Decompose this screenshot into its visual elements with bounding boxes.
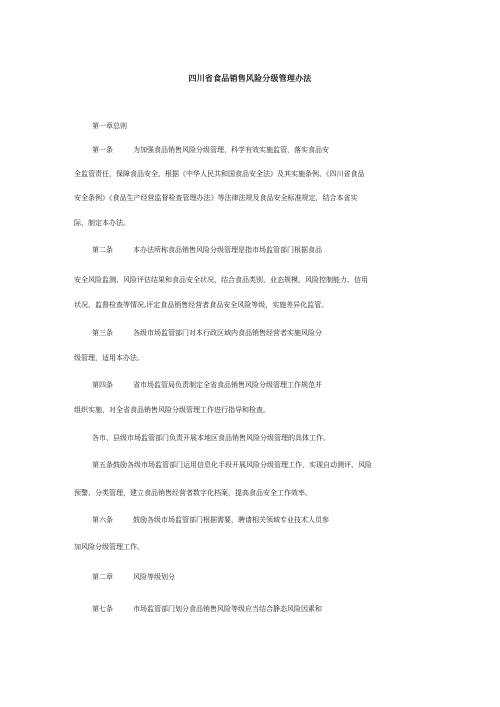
article-5-line-1: 第五条鼓励各级市场监管部门运用信息化手段开展风险分级管理工作，实现自动测评、风险 (92, 461, 372, 469)
article-4-line-2: 组织实施，对全省食品销售风险分级管理工作进行指导和检查。 (74, 406, 270, 414)
article-1-line-4: 际，制定本办法。 (74, 219, 130, 227)
article-2-label: 第二条 (92, 246, 113, 254)
article-6-text: 鼓励各级市场监管部门根据需要，聘请相关领域专业技术人员参 (133, 516, 329, 524)
chapter-2-heading (92, 573, 175, 582)
article-3-label: 第三条 (92, 329, 113, 337)
article-3-line-1 (92, 329, 322, 338)
article-7-line-1 (92, 605, 322, 614)
chapter-2-title: 风险等级划分 (133, 573, 175, 581)
article-1-text: 为加强食品销售风险分级管理，科学有效实施监管，落实食品安 (133, 146, 329, 154)
article-1-line-1 (92, 146, 329, 155)
article-2-line-1 (92, 246, 322, 255)
article-2-text: 本办法所称食品销售风险分级管理是指市场监管部门根据食品 (133, 246, 322, 254)
article-4-line-3: 各市、县级市场监管部门负责开展本地区食品销售风险分级管理的具体工作。 (92, 434, 330, 442)
article-4-line-1 (92, 381, 322, 390)
article-7-text: 市场监管部门划分食品销售风险等级应当结合静态风险因素和 (133, 605, 322, 613)
chapter-2-label: 第二章 (92, 573, 113, 581)
article-1-label: 第一条 (92, 146, 113, 154)
article-3-line-2: 级管理，适用本办法。 (74, 354, 144, 362)
article-4-label: 第四条 (92, 381, 113, 389)
article-2-line-2: 安全风险监测、风险评估结果和食品安全状况，结合食品类别、业态规模、风险控制能力、信用 (74, 276, 368, 284)
article-6-line-1 (92, 516, 329, 525)
article-6-label: 第六条 (92, 516, 113, 524)
article-1-line-2: 全监管责任，保障食品安全，根据《中华人民共和国食品安全法》及其实施条例、《四川省食品 (74, 170, 365, 178)
document-title: 四川省食品销售风险分级管理办法 (188, 73, 312, 83)
chapter-1-heading: 第一章总则 (92, 122, 127, 130)
article-6-line-2: 加风险分级管理工作。 (74, 543, 144, 551)
article-4-text: 省市场监管局负责制定全省食品销售风险分级管理工作规范并 (133, 381, 322, 389)
article-2-line-3: 状况、监督检查等情况,评定食品销售经营者食品安全风险等级，实施差异化监管。 (74, 301, 329, 309)
article-5-line-2: 预警、分类管理，建立食品销售经营者数字化档案，提高食品安全工作效率。 (74, 489, 312, 497)
article-3-text: 各级市场监管部门对本行政区域内食品销售经营者实施风险分 (133, 329, 322, 337)
article-7-label: 第七条 (92, 605, 113, 613)
article-1-line-3: 安全条例》《食品生产经营监督检查管理办法》等法律法规及食品安全标准规定，结合本省实 (74, 194, 358, 202)
